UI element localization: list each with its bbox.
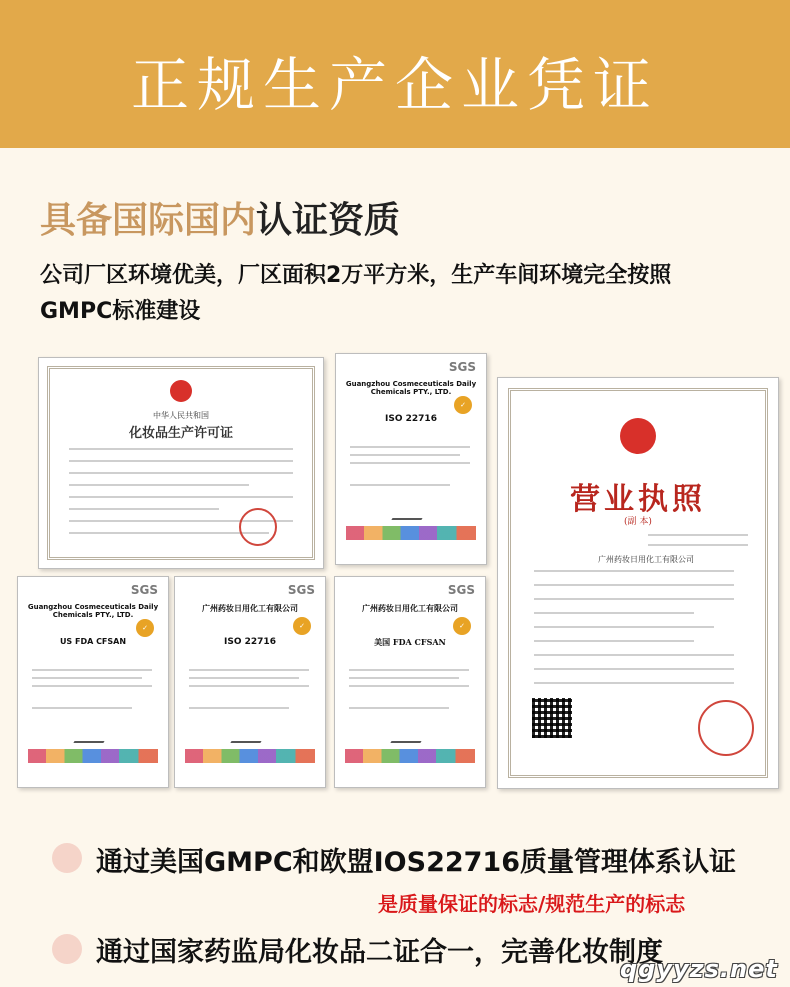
signature <box>73 727 112 743</box>
cn-fda-company: 广州药妆日用化工有限公司 <box>362 603 458 613</box>
license-title: 化妆品生产许可证 <box>128 426 233 441</box>
business-license-certificate <box>497 377 779 789</box>
header-banner <box>0 0 790 148</box>
iso-standard: ISO 22716 <box>385 414 437 424</box>
quality-note: 是质量保证的标志/规范生产的标志 <box>378 892 686 916</box>
signature <box>230 727 269 743</box>
bullet-text-1: 通过美国GMPC和欧盟IOS22716质量管理体系认证 <box>96 847 737 878</box>
gmpc-standard: US FDA CFSAN <box>59 637 127 646</box>
sgs-color-stripe <box>346 526 476 540</box>
production-license-certificate <box>38 357 324 569</box>
sgs-logo: SGS <box>448 360 476 374</box>
us-fda-gmpc-certificate <box>17 576 169 788</box>
sgs-logo: SGS <box>447 583 475 597</box>
chinese-iso-certificate <box>174 576 326 788</box>
sgs-color-stripe <box>28 749 158 763</box>
iso-22716-certificate <box>335 353 487 565</box>
sgs-badge-icon: ✓ <box>293 617 311 635</box>
red-seal-icon <box>698 700 754 756</box>
section-title-rest: 认证资质 <box>256 200 401 241</box>
section-title-accent: 具备国际国内 <box>40 200 257 241</box>
sgs-badge-icon: ✓ <box>454 396 472 414</box>
national-emblem-icon <box>620 418 656 454</box>
gmpc-company: Guangzhou Cosmeceuticals Daily Chemicals PTY., LTD. <box>27 603 159 619</box>
business-license-subtitle: (副 本) <box>624 517 652 527</box>
watermark: qgyyzs.net <box>620 955 778 983</box>
bullet-text-2: 通过国家药监局化妆品二证合一，完善化妆制度 <box>96 937 663 968</box>
signature <box>391 504 430 520</box>
red-seal-icon <box>239 508 277 546</box>
sgs-color-stripe <box>185 749 315 763</box>
license-country: 中华人民共和国 <box>153 411 209 420</box>
description-line-1: 公司厂区环境优美，厂区面积2万平方米，生产车间环境完全按照 <box>40 263 672 288</box>
qr-code-icon <box>532 698 572 738</box>
section-title <box>40 192 400 243</box>
chinese-fda-certificate <box>334 576 486 788</box>
iso-company: Guangzhou Cosmeceuticals Daily Chemicals PTY., LTD. <box>345 380 477 396</box>
bullet-icon <box>52 843 82 873</box>
bullet-icon <box>52 934 82 964</box>
description-line-2: GMPC标准建设 <box>40 299 201 324</box>
banner-title: 正规生产企业凭证 <box>130 51 659 119</box>
signature <box>390 727 429 743</box>
cn-iso-standard: ISO 22716 <box>224 637 276 647</box>
sgs-logo: SGS <box>130 583 158 597</box>
cn-iso-company: 广州药妆日用化工有限公司 <box>202 603 298 613</box>
sgs-logo: SGS <box>287 583 315 597</box>
sgs-badge-icon: ✓ <box>136 619 154 637</box>
business-license-title: 营业执照 <box>570 482 706 517</box>
sgs-badge-icon: ✓ <box>453 617 471 635</box>
company-name-value: 广州药妆日用化工有限公司 <box>598 555 694 564</box>
cn-fda-standard: 美国 FDA CFSAN <box>374 637 446 647</box>
sgs-color-stripe <box>345 749 475 763</box>
national-emblem-icon <box>170 380 192 402</box>
